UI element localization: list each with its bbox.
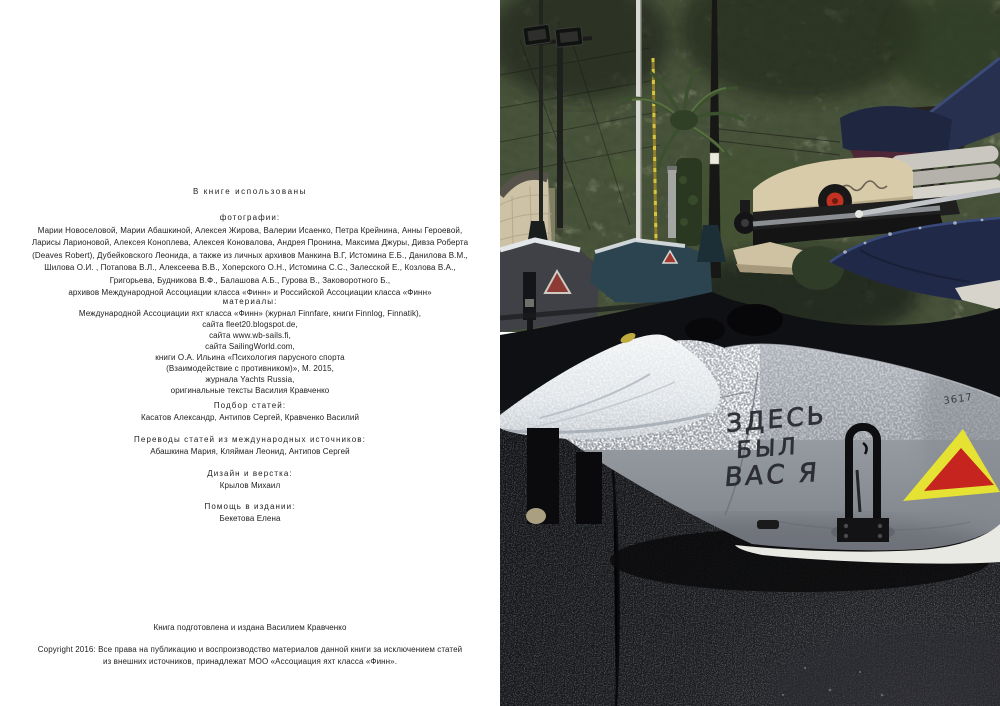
copyright-line: Copyright 2016: Все права на публикацию и воспроизводство материалов данной книги за исключением статей	[37, 645, 463, 654]
assistance-heading: Помощь в издании:	[204, 502, 296, 511]
materials-line: журнала Yachts Russia,	[205, 375, 295, 384]
design-names: Крылов Михаил	[219, 481, 281, 490]
materials-line: оригинальные тексты Василия Кравченко	[170, 386, 330, 395]
photos-line: Григорьева, Будникова В.Ф., Балашова А.Б., Гурова В., Заковоротного Б.,	[109, 276, 391, 285]
photos-heading: фотографии:	[219, 213, 281, 222]
photo-page	[500, 0, 1000, 706]
assistance-names: Бекетова Елена	[219, 514, 281, 523]
prepared-by-line: Книга подготовлена и издана Василием Кравченко	[153, 623, 347, 632]
translations-heading: Переводы статей из международных источников:	[134, 435, 366, 444]
photos-line: архивов Международной Ассоциации класса «Финн» и Российской Ассоциации класса «Финн»	[68, 288, 432, 297]
selection-heading: Подбор статей:	[213, 401, 287, 410]
materials-line: сайта SailingWorld.com,	[205, 342, 295, 351]
materials-line: книги О.А. Ильина «Психология парусного спорта	[155, 353, 345, 362]
boatyard-photo	[500, 0, 1000, 706]
copyright-line: из внешних источников, принадлежат МОО «Ассоциация яхт класса «Финн».	[102, 657, 398, 666]
chock-stone	[526, 508, 546, 524]
sail-number-scribble: 3617	[942, 391, 974, 407]
materials-line: (Взаимодействие с противником)», М. 2015,	[166, 364, 334, 373]
photos-line: Ларисы Ларионовой, Алексея Коноплева, Алексея Коновалова, Андрея Пронина, Максима Джуры, Дивза Роберта	[31, 238, 469, 247]
design-heading: Дизайн и верстка:	[207, 469, 293, 478]
mast-label-tag	[710, 153, 719, 164]
materials-line: сайта fleet20.blogspot.de,	[202, 320, 298, 329]
selection-names: Касатов Александр, Антипов Сергей, Кравченко Василий	[140, 413, 360, 422]
materials-line: Международной Ассоциации яхт класса «Финн» (журнал Finnfare, книги Finnlog, Finnatik),	[78, 309, 422, 318]
photos-line: Шилова О.И. , Потапова В.Л., Алексеева В.В., Хоперского О.Н., Истомина С.С., Залесской Е., Козлова В.А.,	[44, 263, 456, 272]
translations-names: Абашкина Мария, Кляйман Леонид, Антипов Сергей	[150, 447, 350, 456]
navy-covered-boat	[840, 106, 952, 158]
graffiti-line: БЫЛ	[735, 433, 799, 465]
shrub-gap	[792, 246, 844, 290]
materials-heading: материалы:	[222, 297, 278, 306]
graffiti-line: ЗДЕСЬ	[725, 400, 827, 439]
graffiti-line: ВАС Я	[723, 458, 821, 494]
materials-line: сайта www.wb-sails.fi,	[209, 331, 291, 340]
colophon-intro: В книге использованы	[192, 187, 308, 196]
photos-line: Марии Новоселовой, Марии Абашкиной, Алексея Жирова, Валерии Исаенко, Петра Крейнина, Анны Героевой,	[37, 226, 463, 235]
photos-line: (Deaves Robert), Дубейковского Леонида, а также из личных архивов Манкина В.Г, Истомина Е.Б., Данилова В.М.,	[32, 251, 468, 260]
fence-post	[667, 166, 677, 238]
